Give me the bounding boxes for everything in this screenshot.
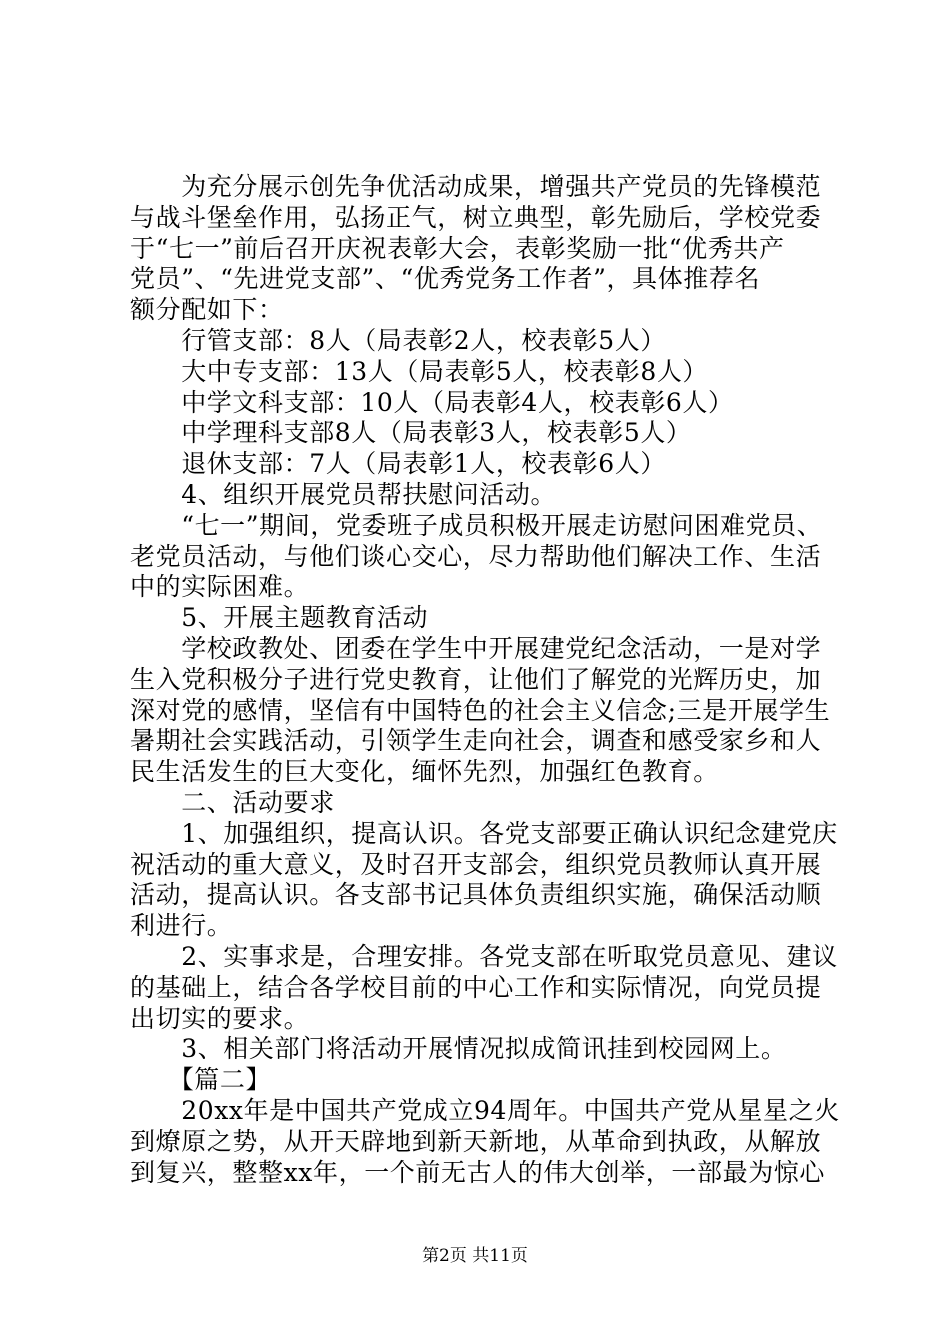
text-line: 老党员活动，与他们谈心交心，尽力帮助他们解决工作、生活: [130, 541, 822, 571]
text-line: 民生活发生的巨大变化，缅怀先烈，加强红色教育。: [130, 757, 719, 787]
text-line: 中学文科支部：10人（局表彰4人，校表彰6人）: [130, 387, 734, 417]
text-line: 大中专支部：13人（局表彰5人，校表彰8人）: [130, 356, 709, 386]
text-line: 4、组织开展党员帮扶慰问活动。: [130, 479, 557, 509]
text-line: 中的实际困难。: [130, 572, 310, 602]
text-line: 出切实的要求。: [130, 1003, 310, 1033]
text-line: 为充分展示创先争优活动成果，增强共产党员的先锋模范: [130, 172, 822, 201]
text-line: 【篇二】: [130, 1065, 272, 1095]
text-line: 党员”、“先进党支部”、“优秀党务工作者”，具体推荐名: [130, 264, 761, 294]
text-line: 与战斗堡垒作用，弘扬正气，树立典型，彰先励后，学校党委: [130, 202, 822, 232]
text-line: 二、活动要求: [130, 787, 335, 817]
text-line: 学校政教处、团委在学生中开展建党纪念活动，一是对学: [130, 633, 822, 663]
text-line: 到复兴，整整xx年，一个前无古人的伟大创举，一部最为惊心: [130, 1157, 826, 1187]
text-line: 5、开展主题教育活动: [130, 603, 429, 633]
text-line: 额分配如下：: [130, 295, 284, 325]
text-line: 20xx年是中国共产党成立94周年。中国共产党从星星之火: [130, 1095, 840, 1125]
page-number-footer: 第2页 共11页: [422, 1246, 528, 1266]
text-line: 利进行。: [130, 911, 233, 941]
text-line: 行管支部：8人（局表彰2人，校表彰5人）: [130, 325, 666, 355]
text-line: 祝活动的重大意义，及时召开支部会，组织党员教师认真开展: [130, 849, 822, 879]
text-line: 退休支部：7人（局表彰1人，校表彰6人）: [130, 449, 666, 479]
text-line: 暑期社会实践活动，引领学生走向社会，调查和感受家乡和人: [130, 726, 822, 756]
text-line: “七一”期间，党委班子成员积极开展走访慰问困难党员、: [130, 510, 823, 540]
text-line: 1、加强组织，提高认识。各党支部要正确认识纪念建党庆: [130, 818, 838, 848]
document-body: [130, 172, 840, 1188]
text-line: 3、相关部门将活动开展情况拟成简讯挂到校园网上。: [130, 1034, 787, 1064]
text-line: 活动，提高认识。各支部书记具体负责组织实施，确保活动顺: [130, 880, 822, 910]
text-line: 2、实事求是，合理安排。各党支部在听取党员意见、建议: [130, 941, 838, 971]
text-line: 于“七一”前后召开庆祝表彰大会，表彰奖励一批“优秀共产: [130, 233, 785, 263]
text-line: 深对党的感情，坚信有中国特色的社会主义信念;三是开展学生: [130, 695, 831, 725]
text-line: 中学理科支部8人（局表彰3人，校表彰5人）: [130, 418, 692, 448]
text-line: 到燎原之势，从开天辟地到新天新地，从革命到执政，从解放: [130, 1126, 822, 1156]
text-line: 生入党积极分子进行党史教育，让他们了解党的光辉历史，加: [130, 664, 822, 694]
text-line: 的基础上，结合各学校目前的中心工作和实际情况，向党员提: [130, 972, 822, 1002]
